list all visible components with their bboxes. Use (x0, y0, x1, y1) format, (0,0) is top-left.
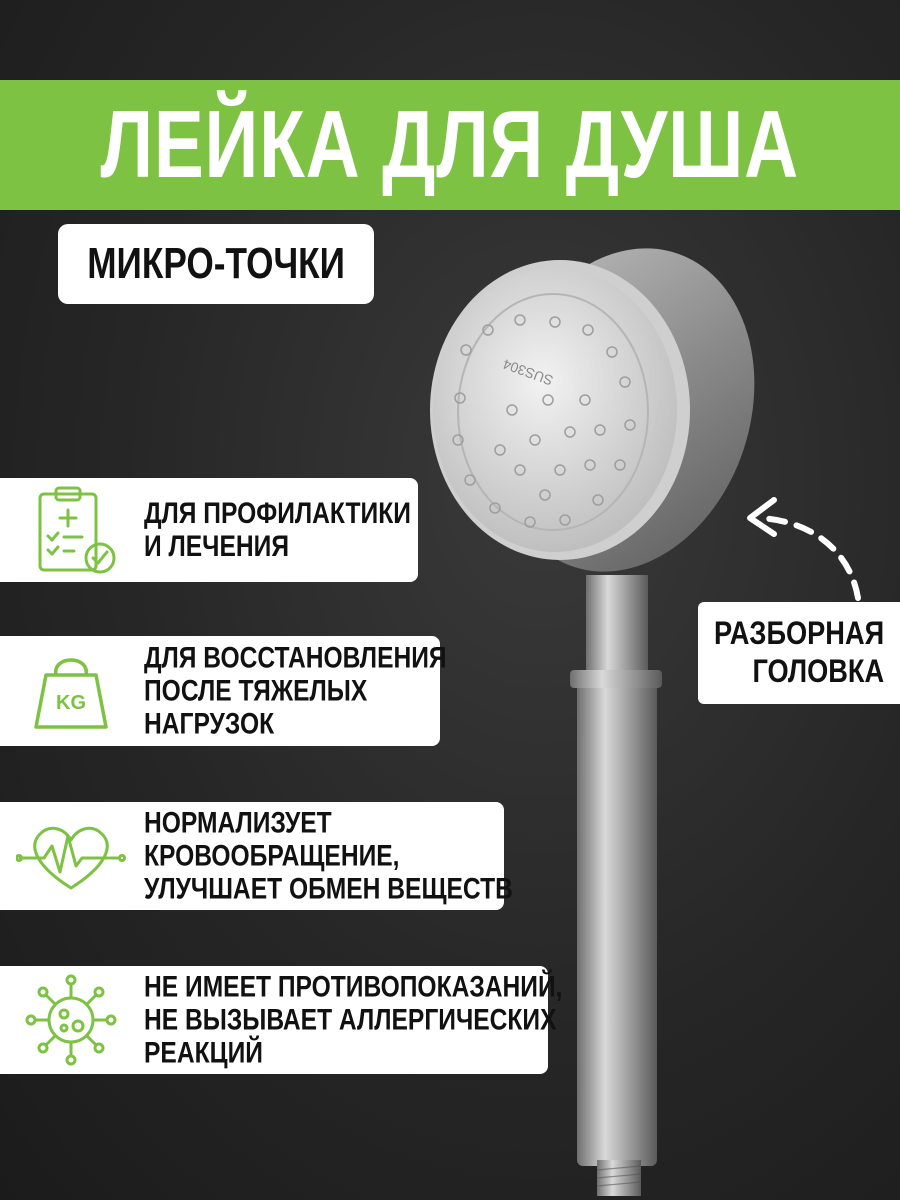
heart-pulse-icon (16, 806, 126, 906)
kettlebell-label: KG (56, 692, 86, 714)
engraving-text: SUS304 (500, 356, 556, 389)
feature-circulation-text: НОРМАЛИЗУЕТ КРОВООБРАЩЕНИЕ, УЛУЧШАЕТ ОБМЕН ВЕЩЕСТВ (144, 806, 513, 906)
page-title: ЛЕЙКА ДЛЯ ДУША (100, 91, 800, 198)
title-banner (0, 80, 900, 210)
feature-prevention (0, 478, 418, 582)
feature-prevention-text: ДЛЯ ПРОФИЛАКТИКИ И ЛЕЧЕНИЯ (144, 497, 411, 563)
clipboard-check-icon (16, 480, 126, 580)
subtitle-badge (58, 224, 374, 304)
kettlebell-icon (16, 641, 126, 741)
feature-no-contraindications (0, 966, 563, 1074)
feature-recovery (0, 636, 447, 746)
feature-no-contraindications-text: НЕ ИМЕЕТ ПРОТИВОПОКАЗАНИЙ, НЕ ВЫЗЫВАЕТ АЛЛЕРГИЧЕСКИХ РЕАКЦИЙ (144, 970, 563, 1070)
callout-text: РАЗБОРНАЯ ГОЛОВКА (713, 615, 884, 689)
feature-recovery-text: ДЛЯ ВОССТАНОВЛЕНИЯ ПОСЛЕ ТЯЖЕЛЫХ НАГРУЗОК (144, 641, 447, 741)
subtitle-text: МИКРО-ТОЧКИ (87, 239, 345, 288)
virus-icon (16, 970, 126, 1070)
detachable-head-callout (698, 602, 900, 704)
feature-circulation (0, 802, 513, 910)
dashed-arrow-icon (740, 490, 870, 605)
